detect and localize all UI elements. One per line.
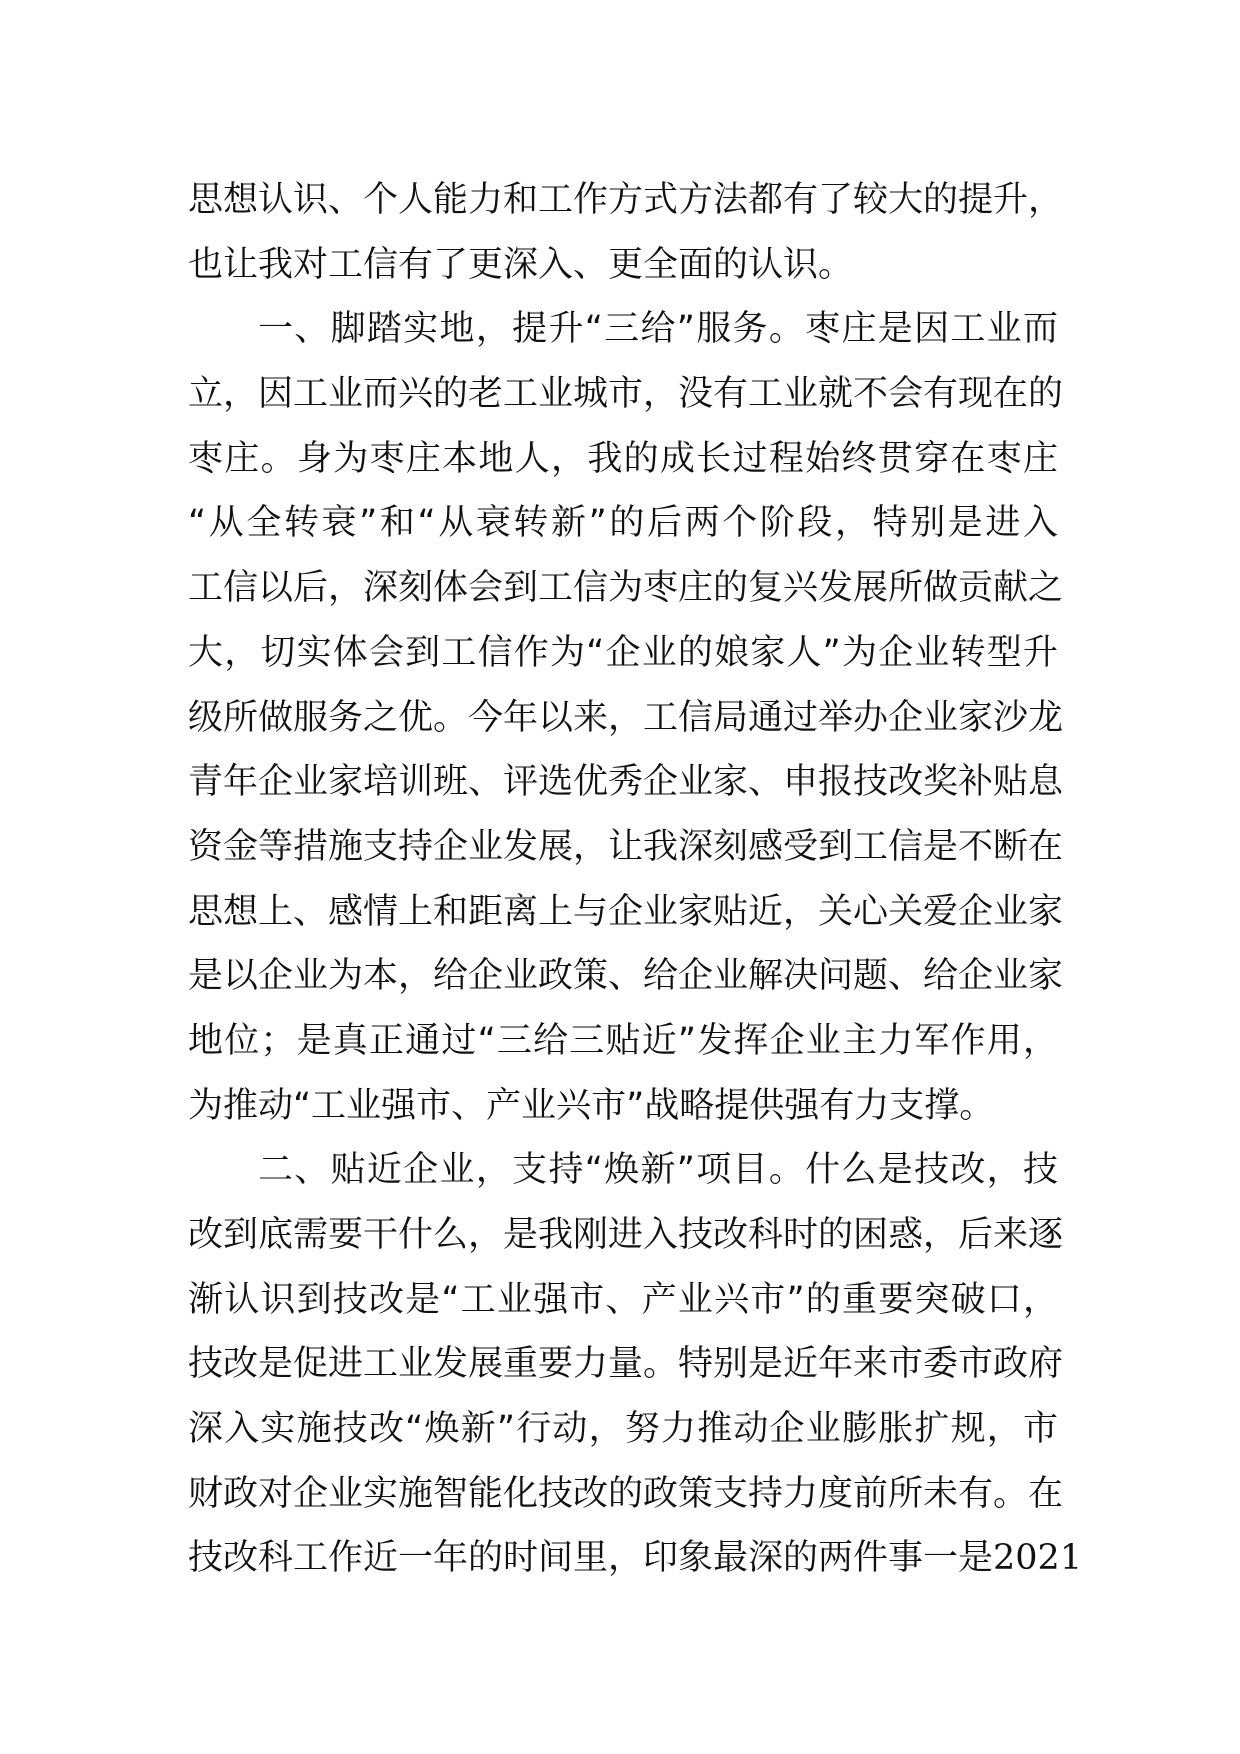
text-line: 资金等措施支持企业发展，让我深刻感受到工信是不断在 xyxy=(188,826,1064,867)
year-number: 2021 xyxy=(993,1538,1083,1579)
text-line: 思想上、感情上和距离上与企业家贴近，关心关爱企业家 xyxy=(188,891,1064,932)
paragraph-1-heading-line: 一、脚踏实地，提升“三给”服务。枣庄是因工业而 xyxy=(258,309,1058,350)
text-line: 大，切实体会到工信作为“企业的娘家人”为企业转型升 xyxy=(188,632,1058,673)
paragraph-2-heading-line: 二、贴近企业，支持“焕新”项目。什么是技改，技 xyxy=(258,1150,1058,1191)
text-line: 深入实施技改“焕新”行动，努力推动企业膨胀扩规，市 xyxy=(188,1409,1058,1450)
text-line: 枣庄。身为枣庄本地人，我的成长过程始终贯穿在枣庄 xyxy=(188,438,1058,479)
text-line: 工信以后，深刻体会到工信为枣庄的复兴发展所做贡献之 xyxy=(188,568,1064,609)
text-line-main: 技改科工作近一年的时间里，印象最深的两件事一是 xyxy=(188,1538,994,1579)
text-line: 级所做服务之优。今年以来，工信局通过举办企业家沙龙 xyxy=(188,697,1064,738)
text-line: 也让我对工信有了更深入、更全面的认识。 xyxy=(188,244,854,285)
text-line-last xyxy=(188,1526,1083,1591)
text-line: 思想认识、个人能力和工作方式方法都有了较大的提升， xyxy=(188,180,1064,220)
text-line: 技改是促进工业发展重要力量。特别是近年来市委市政府 xyxy=(188,1344,1064,1385)
text-line: 财政对企业实施智能化技改的政策支持力度前所未有。在 xyxy=(188,1473,1064,1514)
text-line: 为推动“工业强市、产业兴市”战略提供强有力支撑。 xyxy=(188,1085,995,1126)
text-line: 地位；是真正通过“三给三贴近”发挥企业主力军作用， xyxy=(188,1020,1058,1061)
text-line: 是以企业为本，给企业政策、给企业解决问题、给企业家 xyxy=(188,956,1064,997)
text-line: 青年企业家培训班、评选优秀企业家、申报技改奖补贴息 xyxy=(188,762,1064,803)
document-body xyxy=(188,168,1083,1591)
text-line: “从全转衰”和“从衰转新”的后两个阶段，特别是进入 xyxy=(188,503,1058,544)
text-line: 改到底需要干什么，是我刚进入技改科时的困惑，后来逐 xyxy=(188,1215,1064,1255)
text-line: 渐认识到技改是“工业强市、产业兴市”的重要突破口， xyxy=(188,1279,1058,1320)
text-line: 立，因工业而兴的老工业城市，没有工业就不会有现在的 xyxy=(188,374,1064,415)
